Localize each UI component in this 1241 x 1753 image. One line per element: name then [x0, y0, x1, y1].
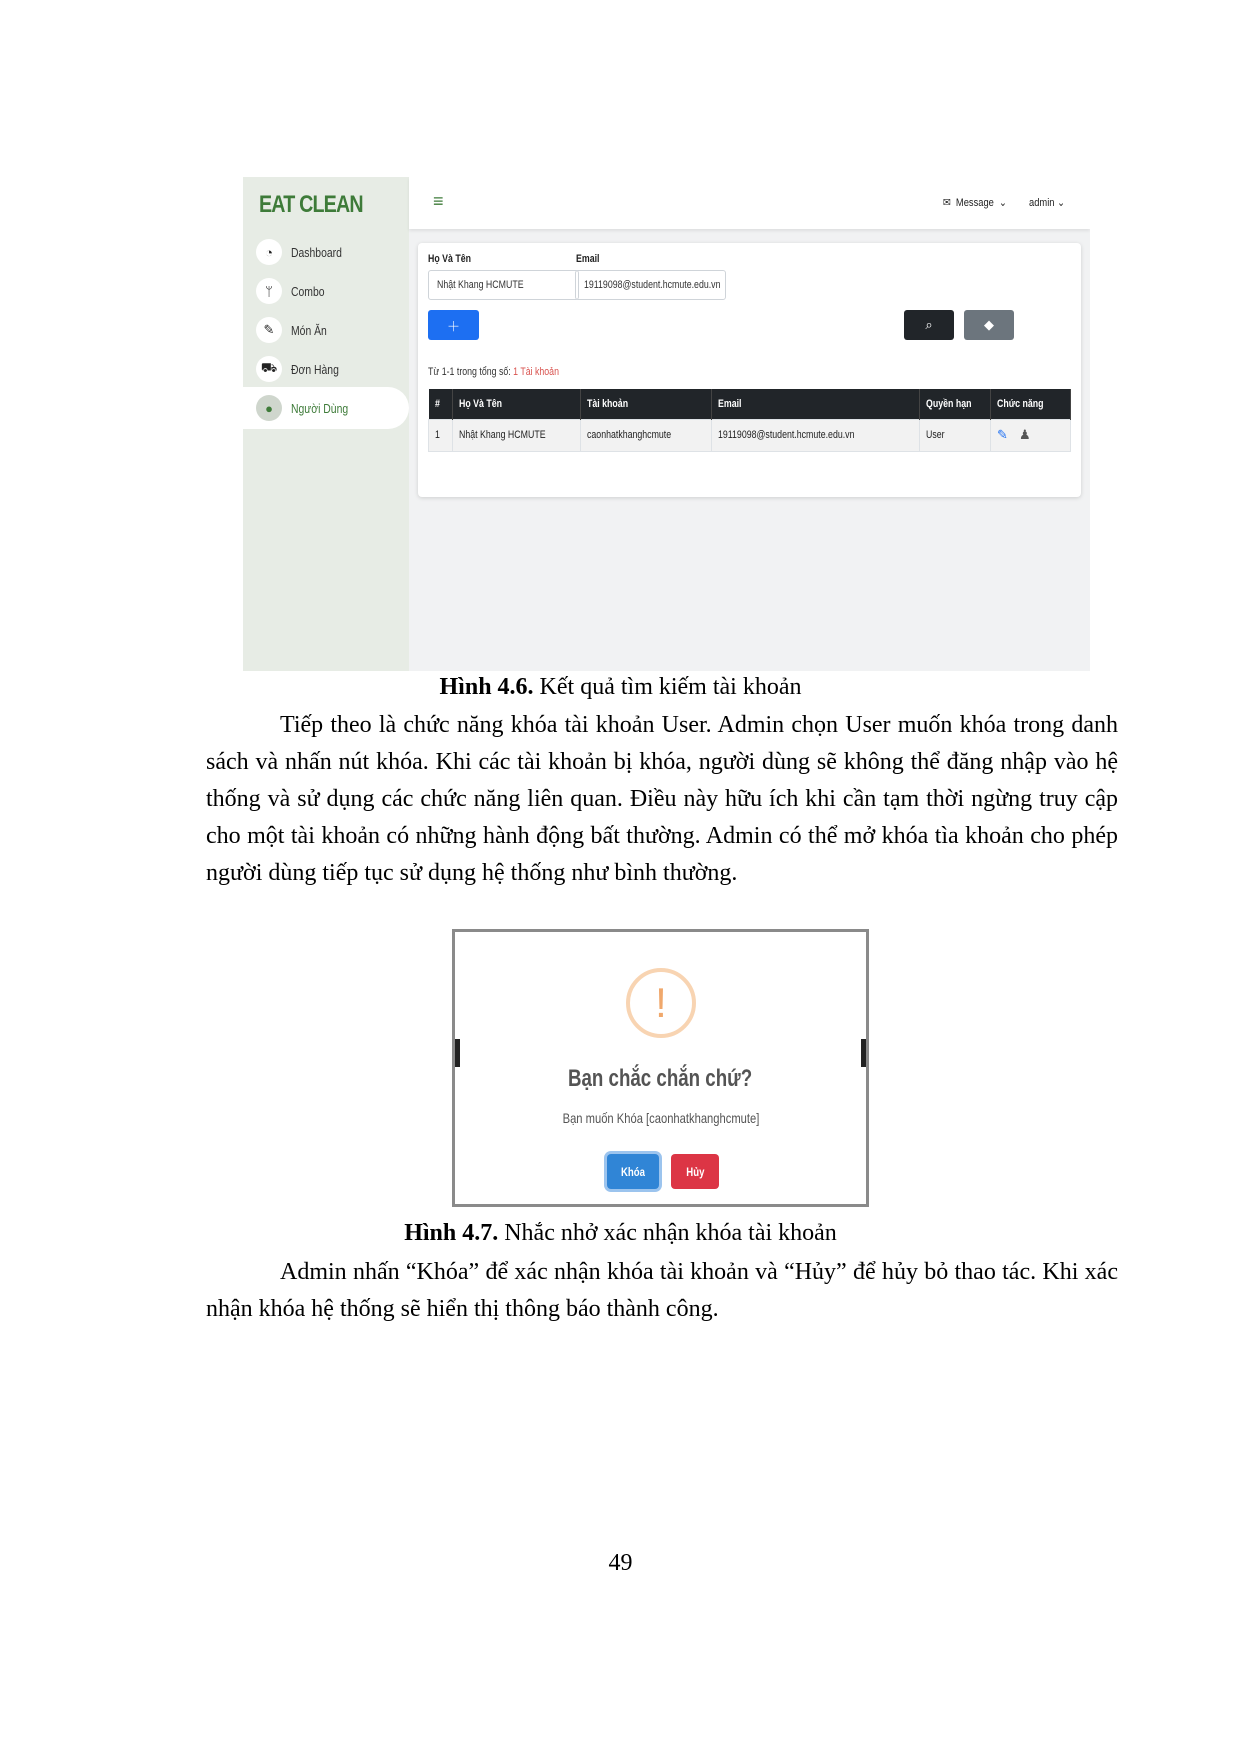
brand-logo[interactable]: EAT CLEAN — [259, 191, 363, 218]
figure-4-7-screenshot — [452, 929, 869, 1207]
figure-4-6-screenshot — [243, 177, 1090, 671]
edit-icon[interactable]: ✎ — [997, 427, 1008, 442]
cart-icon: ⛟ — [256, 356, 282, 382]
result-count: 1 Tài khoản — [513, 366, 559, 378]
column-header-email: Email — [712, 389, 920, 419]
caption-number: Hình 4.7. — [404, 1220, 499, 1246]
topbar — [409, 177, 1090, 229]
admin-dropdown[interactable] — [1029, 196, 1065, 209]
name-field-label: Họ Và Tên — [428, 253, 472, 265]
caption-text: Nhắc nhở xác nhận khóa tài khoản — [498, 1220, 837, 1246]
paragraph-lock-feature: Tiếp theo là chức năng khóa tài khoản User. Admin chọn User muốn khóa trong danh sách và nhấn nút khóa. Khi các tài khoản bị khóa, người dùng sẽ không thể đăng nhập vào hệ thống và sử dụng các chức năng liên quan. Điều này hữu ích khi cần tạm thời ngừng truy cập cho một tài khoản có những hành động bất thường. Admin có thể mở khóa tìa khoản cho phép người dùng tiếp tục sử dụng hệ thống như bình thường. — [206, 712, 1118, 886]
sidebar-item-label: Món Ăn — [291, 322, 327, 338]
confirm-lock-button[interactable]: Khóa — [607, 1154, 659, 1189]
admin-label: admin — [1029, 197, 1055, 209]
cell-role: User — [920, 419, 991, 451]
sidebar-item-label: Đơn Hàng — [291, 361, 339, 377]
sidebar-item-label: Người Dùng — [291, 400, 349, 416]
background-edge — [861, 1039, 866, 1067]
confirm-dialog — [455, 932, 866, 1204]
cell-account: caonhatkhanghcmute — [581, 419, 712, 451]
add-user-icon: ＋ — [446, 318, 460, 334]
clear-filter-button[interactable] — [964, 310, 1014, 340]
dialog-title: Bạn chắc chắn chứ? — [568, 1065, 753, 1092]
utensils-icon: ᛘ — [256, 278, 282, 304]
search-icon: ⌕ — [925, 317, 933, 332]
message-dropdown[interactable] — [943, 196, 1007, 209]
sidebar-item-label: Dashboard — [291, 244, 342, 260]
dialog-message: Bạn muốn Khóa [caonhatkhanghcmute] — [562, 1110, 759, 1126]
figure-4-7-caption — [0, 1218, 1241, 1248]
chevron-down-icon: ⌄ — [998, 197, 1007, 209]
add-user-button[interactable] — [428, 310, 479, 340]
background-edge — [455, 1039, 460, 1067]
sidebar-item-label: Combo — [291, 283, 325, 299]
sidebar-item-combo[interactable] — [243, 270, 409, 312]
column-header-role: Quyền hạn — [920, 389, 991, 419]
sidebar-item-dashboard[interactable] — [243, 231, 409, 273]
user-icon: ● — [256, 395, 282, 421]
message-label: Message — [955, 196, 994, 209]
dish-icon: ✎ — [256, 317, 282, 343]
eraser-icon: ◆ — [984, 317, 994, 332]
table-header-row — [429, 389, 1071, 419]
lock-user-icon[interactable]: ♟ — [1018, 427, 1031, 442]
column-header-actions: Chức năng — [991, 389, 1071, 419]
cancel-button[interactable]: Hủy — [671, 1154, 719, 1189]
column-header-name: Họ Và Tên — [453, 389, 581, 419]
result-count-text: Từ 1-1 trong tổng số: 1 Tài khoản — [428, 366, 559, 378]
email-field-label: Email — [576, 253, 600, 265]
cell-name: Nhật Khang HCMUTE — [453, 419, 581, 451]
figure-4-6-caption — [0, 672, 1241, 702]
cell-index: 1 — [429, 419, 453, 451]
users-table — [428, 389, 1071, 452]
column-header-index: # — [429, 389, 453, 419]
dashboard-icon: ◔ — [256, 239, 282, 265]
hamburger-menu-icon[interactable]: ≡ — [433, 191, 444, 211]
cell-actions — [991, 419, 1071, 451]
user-search-card — [418, 243, 1081, 497]
sidebar-item-mon-an[interactable] — [243, 309, 409, 351]
column-header-account: Tài khoản — [581, 389, 712, 419]
chevron-down-icon: ⌄ — [1057, 197, 1065, 209]
caption-text: Kết quả tìm kiếm tài khoản — [533, 674, 802, 700]
envelope-icon: ✉ — [943, 197, 951, 209]
paragraph-confirm-lock: Admin nhấn “Khóa” để xác nhận khóa tài khoản và “Hủy” để hủy bỏ thao tác. Khi xác nhận khóa hệ thống sẽ hiển thị thông báo thành công. — [206, 1259, 1118, 1322]
name-search-input[interactable]: Nhật Khang HCMUTE — [428, 270, 579, 300]
page-number: 49 — [608, 1550, 633, 1576]
cell-email: 19119098@student.hcmute.edu.vn — [712, 419, 920, 451]
search-button[interactable] — [904, 310, 954, 340]
caption-number: Hình 4.6. — [439, 674, 534, 700]
table-row[interactable] — [429, 419, 1071, 451]
sidebar — [243, 177, 409, 671]
email-search-input[interactable]: 19119098@student.hcmute.edu.vn — [575, 270, 726, 300]
sidebar-item-nguoi-dung[interactable] — [243, 387, 409, 429]
sidebar-item-don-hang[interactable] — [243, 348, 409, 390]
warning-icon: ! — [626, 968, 696, 1038]
